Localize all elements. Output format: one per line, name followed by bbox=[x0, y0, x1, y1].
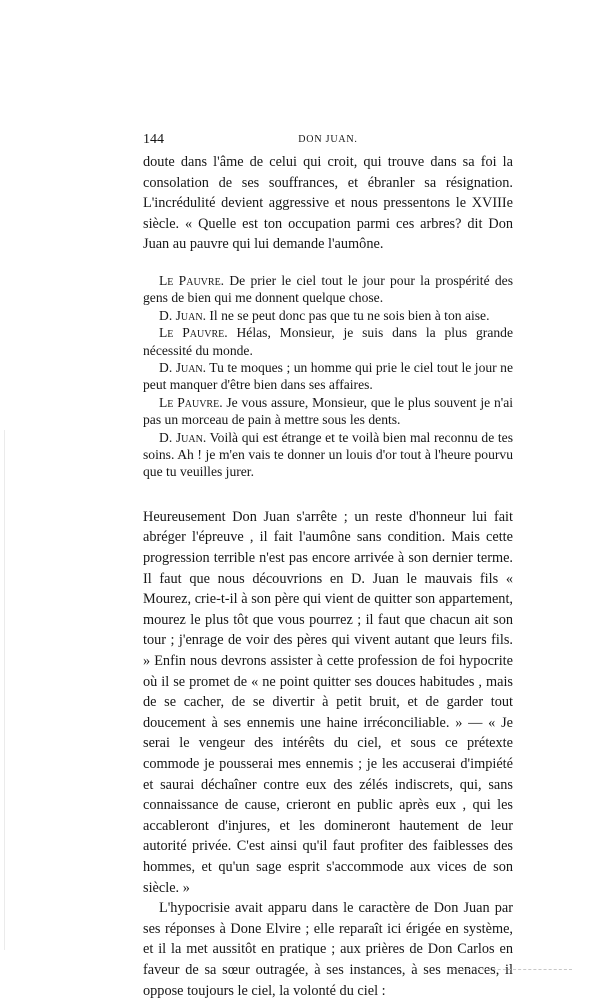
dialogue-line bbox=[143, 324, 513, 359]
page-number: 144 bbox=[143, 132, 164, 147]
speaker-name: Le Pauvre. bbox=[159, 394, 223, 410]
speaker-name: Le Pauvre. bbox=[159, 325, 228, 341]
intro-paragraph: doute dans l'âme de celui qui croit, qui trouve dans sa foi la consolation de ses souffrances, et ébranler sa résignation. L'incrédulité devient aggressive et nous pressentons le XVIIIe siècle. « Quelle est ton occupation parmi ces arbres? dit Don Juan au pauvre qui lui demande l'aumône. bbox=[143, 154, 513, 253]
body-paragraph: L'hypocrisie avait apparu dans le caractère de Don Juan par ses réponses à Done Elvire ; elle reparaît ici érigée en système, et il la met aussitôt en pratique ; aux prières de Don Carlos en faveur de sa sœur outragée, à ses instances, à ses menaces, il oppose toujours le ciel, la volonté du ciel : bbox=[143, 900, 513, 999]
dialogue-text: Je vous assure, Monsieur, que le plus souvent je n'ai pas un morceau de pain à mettre sous les dents. bbox=[143, 394, 514, 428]
dialogue-text: Tu te moques ; un homme qui prie le ciel tout le jour ne peut manquer d'être bien dans ses affaires. bbox=[143, 360, 514, 393]
main-text bbox=[143, 507, 513, 1001]
body-paragraph: Heureusement Don Juan s'arrête ; un reste d'honneur lui fait abréger l'épreuve , il fait l'aumône sans condition. Mais cette progression terrible n'est pas encore arrivée à son dernier terme. Il faut que nous découvrions en D. Juan le mauvais fils « Mourez, crie-t-il à son père qui vient de quitter son appartement, mourez le plus tôt que vous pourrez ; il faut que chacun ait son tour ; j'enrage de voir des pères qui vivent autant que leurs fils. » Enfin nous devrons assister à cette profession de foi hypocrite où il se promet de « ne point quitter ses douces habitudes , mais de se cacher, de se divertir à petit bruit, et de garder tout doucement à ses ennemis une haine irréconciliable. » — « Je serai le vengeur des intérêts du ciel, et sous ce prétexte commode je pousserai mes ennemis ; je les accuserai d'impiété et saurai déchaîner contre eux des zélés indiscrets, qui, sans connaissance de cause, crieront en public après eux , qui les accableront d'injures, et les domineront hautement de leur autorité privée. C'est ainsi qu'il faut profiter des faiblesses des hommes, et qu'un sage esprit s'accommode aux vices de son siècle. » bbox=[143, 508, 513, 896]
speaker-name: D. Juan. bbox=[159, 429, 207, 445]
dialogue-text: De prier le ciel tout le jour pour la prospérité des gens de bien qui me donnent quelque chose. bbox=[143, 272, 514, 306]
page-header bbox=[143, 132, 513, 152]
running-title: DON JUAN. bbox=[298, 134, 358, 145]
dialogue-text: Hélas, Monsieur, je suis dans la plus grande nécessité du monde. bbox=[143, 325, 513, 358]
page-body bbox=[143, 152, 513, 1001]
dialogue-text: Il ne se peut donc pas que tu ne sois bien à ton aise. bbox=[205, 307, 490, 323]
dialogue-text: Voilà qui est étrange et te voilà bien mal reconnu de tes soins. Ah ! je m'en vais te donner un louis d'or tout à l'heure pourvu que tu veuilles jurer. bbox=[143, 429, 513, 480]
scan-dash-rule bbox=[452, 969, 572, 970]
dialogue-line bbox=[143, 307, 513, 324]
dialogue-line bbox=[143, 394, 513, 429]
dialogue-block bbox=[143, 272, 513, 481]
margin-rule bbox=[4, 430, 5, 950]
speaker-name: D. Juan. bbox=[159, 360, 207, 375]
dialogue-line bbox=[143, 272, 513, 307]
speaker-name: D. Juan. bbox=[159, 307, 206, 323]
dialogue-line bbox=[143, 429, 513, 481]
dialogue-line bbox=[143, 359, 513, 394]
speaker-name: Le Pauvre. bbox=[159, 272, 225, 288]
